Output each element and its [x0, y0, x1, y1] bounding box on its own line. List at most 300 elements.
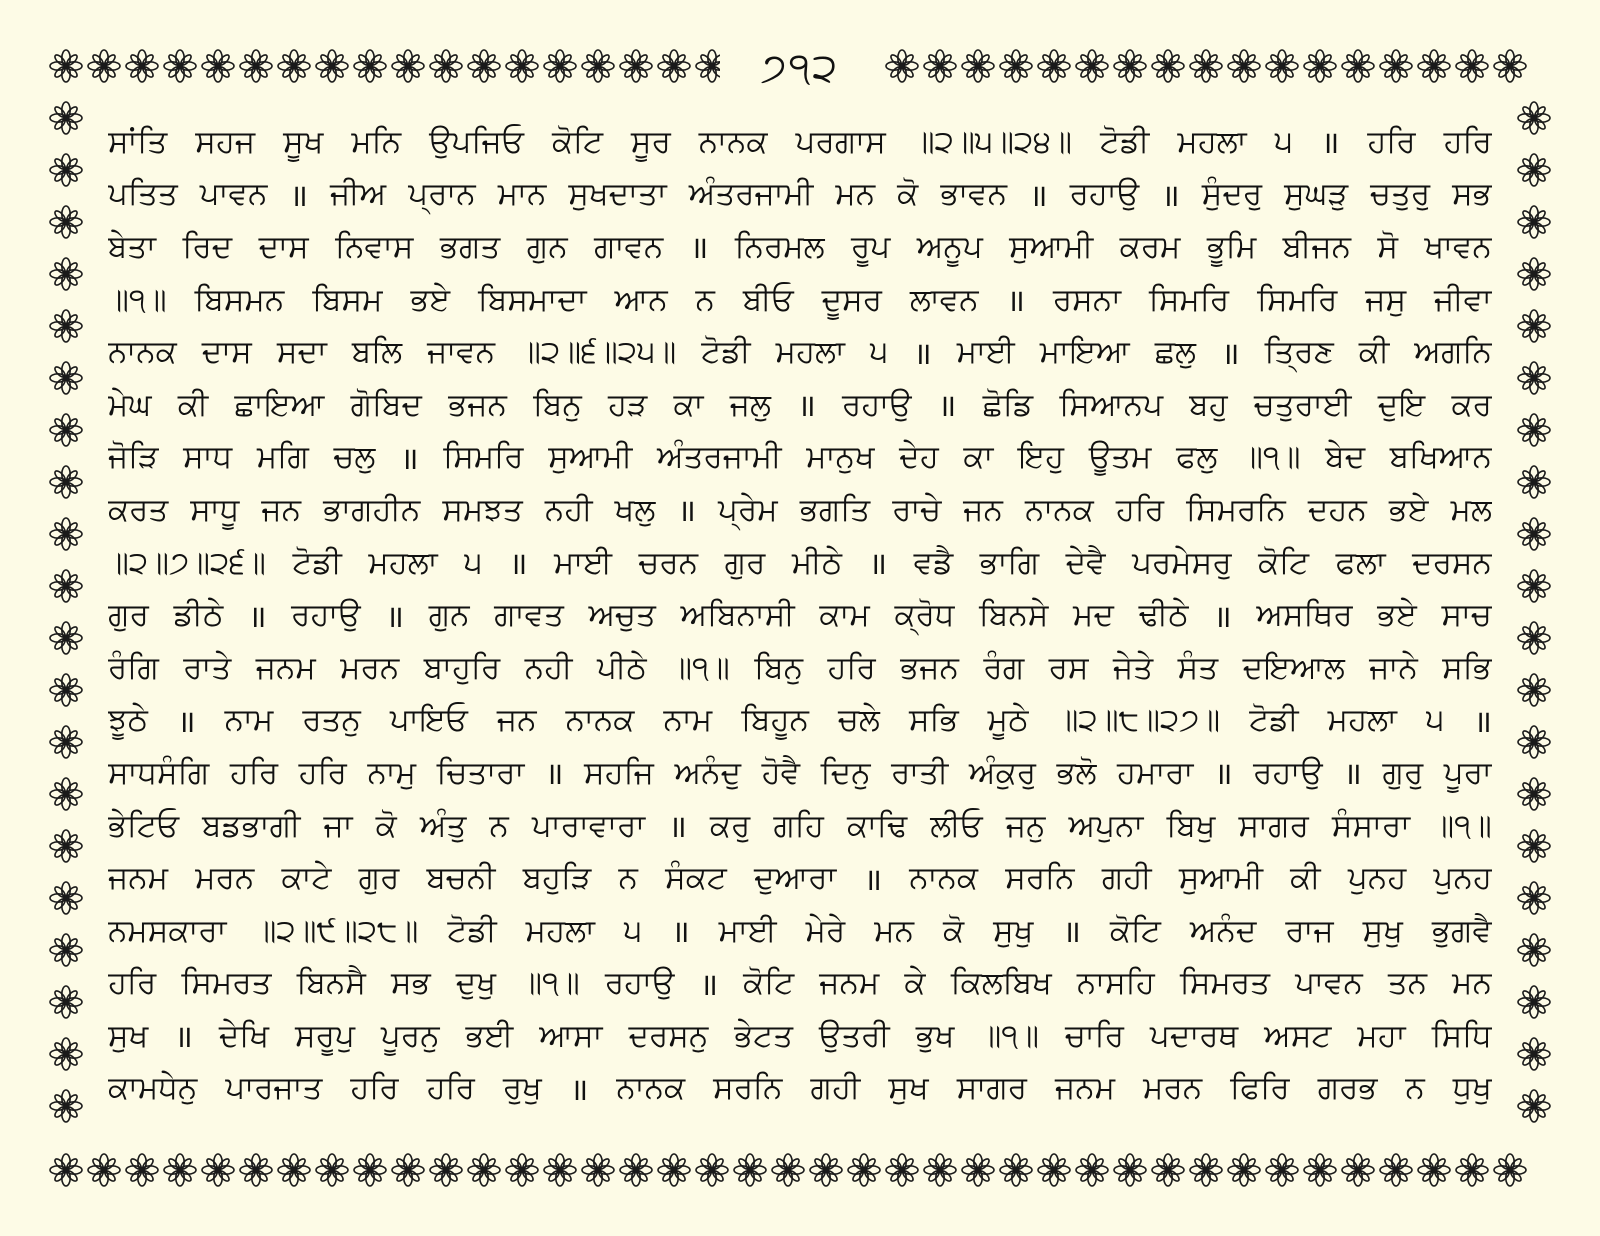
text-word: ਚਾਰਿ [1064, 1017, 1124, 1054]
text-word: ਚਲੁ [333, 439, 376, 476]
text-word: ਸਹਜ [195, 123, 256, 160]
text-word: ॥ [385, 598, 404, 635]
text-word: ਸਿਮਰਿ [1148, 281, 1230, 318]
text-word: ਹਰਿ [1443, 123, 1492, 160]
text-word: ॥ [1320, 125, 1340, 162]
flower-icon [1038, 1154, 1070, 1186]
text-word: ਨਾਨਕ [698, 123, 768, 160]
text-word: ॥ [400, 440, 419, 477]
text-word: ਸਦਾ [276, 334, 327, 371]
text-word: ਹਰਿ [350, 1070, 399, 1107]
text-word: ਢੀਠੇ [1138, 597, 1189, 634]
text-word: ਭਜਨ [900, 649, 959, 686]
text-word: ਹਮਾਰਾ [1117, 754, 1194, 791]
flower-icon [50, 778, 82, 810]
text-word: ਭਲੋ [1056, 754, 1097, 791]
text-word: ਅੰਤੁ [419, 807, 467, 844]
text-word: ਸਿਮਰਿ [443, 439, 524, 476]
flower-icon [810, 1154, 842, 1186]
text-word: ਮਹਲਾ [775, 334, 845, 371]
text-word: ਸੁਆਮੀ [548, 439, 633, 476]
text-word: ਮਰਨ [195, 860, 255, 897]
text-word: ਸਾਂਤਿ [108, 123, 168, 160]
text-word: ਪਰਮੇਸਰੁ [1132, 544, 1232, 581]
text-word: ਭੇਟਿਓ [108, 807, 180, 844]
flower-icon [1190, 1154, 1222, 1186]
text-word: ਵਡੈ [913, 544, 954, 581]
text-word: ਅੰਤਰਜਾਮੀ [656, 439, 782, 476]
text-word: ਬਹੁੜਿ [522, 860, 592, 897]
flower-icon [1518, 986, 1550, 1018]
text-word: ਜਾਨੇ [1369, 649, 1418, 686]
text-word: ਨਾਮੁ [367, 754, 417, 791]
flower-icon [1518, 206, 1550, 238]
flower-icon [392, 1154, 424, 1186]
flower-icon [1076, 50, 1108, 82]
text-word: ਟੋਡੀ [1100, 123, 1150, 160]
flower-icon [1190, 50, 1222, 82]
text-word: ੫ [1274, 123, 1293, 160]
text-word: ਦਰਸਨੁ [628, 1017, 709, 1054]
flower-icon [1304, 1154, 1336, 1186]
text-word: ਰੰਗਿ [108, 649, 159, 686]
text-word: ਚਲੇ [838, 702, 880, 739]
flower-icon [1000, 50, 1032, 82]
text-word: ॥ [689, 230, 709, 267]
text-word: ਮਰਨ [1143, 1070, 1203, 1107]
flower-icon [1418, 1154, 1450, 1186]
flower-icon [1518, 518, 1550, 550]
text-word: ਹਰਿ [229, 754, 279, 791]
text-word: ਰਾਤੀ [891, 754, 949, 791]
text-word: ਪਤਿਤ [108, 176, 178, 213]
text-word: ਕਰਮ [1119, 228, 1181, 265]
text-word: ਕੋਟਿ [1258, 544, 1310, 581]
text-word: ਹੋਵੈ [761, 754, 801, 791]
text-word: ਰਸਨਾ [1052, 281, 1122, 318]
text-word: ਲਾਵਨ [909, 281, 979, 318]
text-word: ॥ [937, 388, 957, 425]
text-word: ॥ [508, 546, 528, 583]
text-word: ਨਹੀ [524, 649, 573, 686]
text-word: ਮਨ [835, 176, 876, 213]
text-word: ਜਨਮ [819, 965, 880, 1002]
flower-icon [50, 466, 82, 498]
page-number: ੭੧੨ [720, 38, 880, 98]
text-word: ਬਿਨੁ [754, 649, 803, 686]
text-word: ਰਸ [1048, 649, 1089, 686]
flower-icon [316, 1154, 348, 1186]
text-line [108, 169, 1492, 222]
text-line [108, 695, 1492, 748]
text-word: ਸਰਨਿ [713, 1070, 783, 1107]
text-word: ਜੇਤੇ [1113, 649, 1154, 686]
text-word: ਸਭਿ [908, 702, 959, 739]
text-word: ਰਹਾਉ [291, 597, 361, 634]
text-word: ਜਨਮ [108, 860, 169, 897]
text-word: ਰਹਾਉ [1069, 176, 1140, 213]
text-word: ਸਿਮਰਨਿ [1186, 491, 1286, 528]
flower-icon [50, 934, 82, 966]
text-word: ਊਤਮ [1088, 439, 1152, 476]
flower-icon [50, 50, 82, 82]
text-line [108, 537, 1492, 590]
text-word: ਜੋੜਿ [108, 439, 159, 476]
flower-icon [1000, 1154, 1032, 1186]
text-word: ਮਨ [1452, 965, 1492, 1002]
flower-icon [1114, 1154, 1146, 1186]
flower-icon [620, 1154, 652, 1186]
flower-icon [1456, 1154, 1488, 1186]
flower-icon [278, 50, 310, 82]
text-word: ਰਹਾਉ [842, 386, 912, 423]
flower-icon [1494, 50, 1526, 82]
text-word: ੫ [464, 544, 483, 581]
text-word: ਸੁਖ [888, 1070, 929, 1107]
text-word: ਹਰਿ [426, 1070, 475, 1107]
text-word: ਸੁਖੁ [993, 912, 1034, 949]
text-word: ਹਰਿ [1115, 491, 1165, 528]
flower-icon [50, 1038, 82, 1070]
text-word: ਗੁਨ [526, 228, 568, 265]
text-word: ਸੁਆਮੀ [1178, 860, 1263, 897]
text-word: ਗੁਰੁ [1382, 754, 1424, 791]
text-word: ਸਾਧਸੰਗਿ [108, 754, 210, 791]
text-word: ਦਾਸ [258, 228, 309, 265]
text-word: ਉਤਰੀ [818, 1017, 890, 1054]
flower-icon [1152, 50, 1184, 82]
text-word: ਲੀਓ [930, 807, 983, 844]
flower-icon [1228, 1154, 1260, 1186]
text-word: ਮੂਠੇ [987, 702, 1029, 739]
flower-icon [544, 50, 576, 82]
text-word: ਖਲੁ [614, 491, 656, 528]
flower-icon [924, 1154, 956, 1186]
flower-icon [50, 882, 82, 914]
text-word: ਪਾਇਓ [389, 702, 468, 739]
text-word: ਪਦਾਰਥ [1149, 1017, 1239, 1054]
text-word: ॥ [668, 809, 687, 846]
text-word: ॥੧॥ [980, 1017, 1039, 1054]
text-word: ਕਾਢਿ [846, 807, 908, 844]
text-word: ॥ [699, 966, 719, 1003]
text-word: ਸਿਮਰਤ [181, 965, 272, 1002]
text-word: ਆਸਾ [539, 1017, 603, 1054]
text-word: ਕੋਟਿ [551, 123, 603, 160]
text-word: ਜਲੁ [729, 386, 771, 423]
text-word: ਸਹਜਿ [584, 754, 654, 791]
flower-icon [772, 1154, 804, 1186]
text-word: ਪਾਰਜਾਤ [225, 1070, 323, 1107]
flower-icon [1518, 622, 1550, 654]
text-word: ਸਾਧ [183, 439, 233, 476]
text-word: ਮਹਲਾ [1177, 123, 1247, 160]
flower-icon [1518, 362, 1550, 394]
text-word: ਭਾਗਿ [979, 544, 1040, 581]
text-word: ਦਿਨੁ [820, 754, 871, 791]
text-word: ਬੀਓ [742, 281, 794, 318]
text-word: ॥ [1161, 177, 1180, 214]
text-word: ॥ [1006, 283, 1025, 320]
text-word: ਦਰਸਨ [1412, 544, 1492, 581]
text-word: ਬਿਸਮਾਦਾ [478, 281, 587, 318]
flower-icon [1518, 102, 1550, 134]
text-word: ਬਿਖੁ [1166, 807, 1216, 844]
text-word: ਪੀਠੇ [596, 649, 647, 686]
text-word: ਗਹੀ [810, 1070, 861, 1107]
flower-icon [50, 570, 82, 602]
flower-icon [430, 1154, 462, 1186]
text-word: ॥੨॥੮॥੨੭॥ [1057, 702, 1221, 739]
text-word: ਦੇਖਿ [218, 1017, 270, 1054]
text-word: ਭਏ [1388, 491, 1429, 528]
text-word: ਨਾਨਕ [909, 860, 979, 897]
text-line [108, 589, 1492, 642]
text-line [108, 1063, 1492, 1116]
text-word: ਚਤੁਰੁ [1370, 176, 1431, 213]
text-word: ਪ੍ਰਾਨ [408, 176, 476, 213]
flower-icon [582, 1154, 614, 1186]
text-word: ਭਾਗਹੀਨ [323, 491, 421, 528]
text-word: ਡੀਠੇ [173, 597, 224, 634]
flower-icon [316, 50, 348, 82]
text-word: ਹੜ [608, 386, 648, 423]
flower-icon [202, 1154, 234, 1186]
flower-icon [1518, 570, 1550, 602]
text-word: ਮਨਿ [351, 123, 402, 160]
text-word: ਕੀ [1358, 334, 1390, 371]
text-word: ਦਇਆਲ [1242, 649, 1345, 686]
text-word: ਗਹੀ [1101, 860, 1152, 897]
text-word: ਅਸਥਿਰ [1256, 597, 1353, 634]
text-word: ਕੋ [375, 807, 397, 844]
text-word: ਸੁਖਦਾਤਾ [568, 176, 667, 213]
text-word: ਭੁਖ [915, 1017, 955, 1054]
flower-icon [544, 1154, 576, 1186]
text-word: ਅੰਕੁਰੁ [968, 754, 1036, 791]
text-word: ਗਾਵਤ [494, 597, 564, 634]
text-line [108, 274, 1492, 327]
text-word: ਬਾਹੁਰਿ [423, 649, 501, 686]
text-word: ਹਰਿ [298, 754, 347, 791]
text-word: ਸਿਮਰਤ [1179, 965, 1270, 1002]
flower-icon [1076, 1154, 1108, 1186]
text-word: ਸਭ [391, 965, 431, 1002]
flower-icon [1456, 50, 1488, 82]
text-word: ਛੋਡਿ [982, 386, 1034, 423]
text-word: ਟੋਡੀ [701, 334, 751, 371]
flower-icon [1518, 830, 1550, 862]
flower-icon [582, 50, 614, 82]
text-word: ॥ [677, 493, 696, 530]
text-word: ਭਗਤਿ [799, 491, 871, 528]
text-word: ਗਰਭ [1317, 1070, 1378, 1107]
text-word: ਭੁਗਵੈ [1431, 912, 1492, 949]
text-word: ਮਗਿ [256, 439, 309, 476]
text-word: ਸਾਧੂ [190, 491, 240, 528]
text-word: ਸੁਆਮੀ [1009, 228, 1094, 265]
flower-icon [1038, 50, 1070, 82]
text-word: ਪੁਨਹ [1433, 860, 1492, 897]
text-word: ਨਾਨਕ [565, 702, 635, 739]
flower-icon [50, 986, 82, 1018]
text-word: ਜਨ [261, 491, 302, 528]
text-word: ਬੇਦ [1325, 439, 1366, 476]
text-word: ਬਹੁ [1189, 386, 1228, 423]
flower-icon [354, 50, 386, 82]
text-word: ਨਾਨਕ [108, 334, 177, 371]
text-word: ਬਿਨਸੇ [979, 597, 1049, 634]
text-word: ॥ [1220, 335, 1240, 372]
flower-icon [202, 50, 234, 82]
text-word: ਜਨਮ [1055, 1070, 1116, 1107]
text-word: ਕਿਲਬਿਖ [950, 965, 1052, 1002]
text-word: ਰਾਤੇ [183, 649, 232, 686]
flower-icon [50, 518, 82, 550]
text-word: ਰਤਨੁ [302, 702, 361, 739]
text-word: ਸਰਨਿ [1005, 860, 1075, 897]
text-word: ਸੂਰ [630, 123, 671, 160]
text-word: ॥ [913, 335, 932, 372]
text-word: ਦਹਨ [1307, 491, 1367, 528]
text-word: ਜਨੁ [1005, 807, 1046, 844]
text-word: ਮੀਠੇ [791, 544, 842, 581]
flower-icon [1228, 50, 1260, 82]
text-word: ਕਾਮ [819, 597, 870, 634]
flower-icon [50, 622, 82, 654]
text-line [108, 326, 1492, 379]
text-word: ਗੁਨ [428, 597, 470, 634]
text-word: ॥ [247, 598, 267, 635]
text-word: ॥ [1028, 177, 1048, 214]
flower-icon [88, 50, 120, 82]
text-word: ਸਾਗਰ [1238, 807, 1309, 844]
text-word: ਫਿਰਿ [1230, 1070, 1290, 1107]
flower-icon [924, 50, 956, 82]
text-word: ਨ [695, 281, 715, 318]
flower-icon [1518, 674, 1550, 706]
text-word: ਦੁਆਰਾ [753, 860, 837, 897]
text-word: ॥ [176, 703, 196, 740]
text-word: ਮਨ [874, 912, 914, 949]
text-word: ੫ [869, 334, 889, 371]
text-word: ਚਿਤਾਰਾ [436, 754, 525, 791]
flower-icon [962, 1154, 994, 1186]
text-word: ਮਦ [1073, 597, 1114, 634]
flower-icon [1518, 1090, 1550, 1122]
text-word: ਸਭ [1452, 176, 1492, 213]
flower-icon [658, 50, 690, 82]
text-word: ਨ [618, 860, 638, 897]
flower-icon [50, 1154, 82, 1186]
text-word: ਸੁੰਦਰੁ [1201, 176, 1263, 213]
text-word: ਸੰਕਟ [665, 860, 727, 897]
text-word: ਬਿਨਸੈ [296, 965, 366, 1002]
flower-icon [50, 362, 82, 394]
text-word: ਦੂਸਰ [821, 281, 882, 318]
text-word: ਨਾਸਹਿ [1076, 965, 1155, 1002]
text-word: ਸਾਚ [1441, 597, 1492, 634]
text-word: ਪ੍ਰੇਮ [718, 491, 778, 528]
text-word: ਮਲ [1450, 491, 1492, 528]
flower-icon [1304, 50, 1336, 82]
text-word: ॥ [174, 1019, 193, 1056]
text-word: ਨ [489, 807, 509, 844]
text-word: ੫ [623, 912, 643, 949]
text-line [108, 852, 1492, 905]
text-word: ਨਿਰਮਲ [734, 228, 825, 265]
flower-icon [468, 50, 500, 82]
flower-icon [50, 726, 82, 758]
text-word: ਭਈ [465, 1017, 514, 1054]
text-word: ਅੰਤਰਜਾਮੀ [688, 176, 814, 213]
text-word: ਮਹਲਾ [1327, 702, 1397, 739]
text-line [108, 1010, 1492, 1063]
text-word: ਰੁਖੁ [502, 1070, 542, 1107]
text-word: ਪੂਰਾ [1443, 754, 1492, 791]
text-word: ਕੋ [897, 176, 919, 213]
text-line [108, 905, 1492, 958]
text-word: ਟੋਡੀ [1249, 702, 1299, 739]
flower-icon [886, 1154, 918, 1186]
flower-icon [468, 1154, 500, 1186]
text-word: ਰਿਦ [182, 228, 233, 265]
text-line [108, 116, 1492, 169]
text-word: ਬਚਨੀ [426, 860, 496, 897]
text-word: ਮਹਾ [1357, 1017, 1406, 1054]
text-word: ਬਿਨੁ [533, 386, 582, 423]
text-word: ਮਾਨੁਖ [806, 439, 875, 476]
text-word: ਕ੍ਰੋਧ [894, 597, 955, 634]
flower-icon [88, 1154, 120, 1186]
text-word: ਕੋਟਿ [1109, 912, 1161, 949]
text-word: ਸੰਤ [1177, 649, 1219, 686]
text-line [108, 747, 1492, 800]
flower-icon [50, 102, 82, 134]
text-word: ਫਲਾ [1335, 544, 1386, 581]
text-line [108, 221, 1492, 274]
text-word: ਸੁਖ [108, 1017, 149, 1054]
text-word: ਪੂਰਨੁ [380, 1017, 440, 1054]
text-word: ਅਚੁਤ [588, 597, 656, 634]
text-word: ਸਿਧਿ [1431, 1017, 1492, 1054]
flower-icon [50, 258, 82, 290]
text-word: ॥ [1473, 703, 1492, 740]
text-word: ਤਨ [1387, 965, 1428, 1002]
text-word: ਝੂਠੇ [108, 702, 148, 739]
text-word: ਤ੍ਰਿਣ [1264, 334, 1334, 371]
text-word: ॥ [544, 756, 564, 793]
text-word: ਫਲੁ [1176, 439, 1218, 476]
text-word: ॥੧॥ [521, 965, 580, 1002]
text-word: ॥੧॥ [1433, 807, 1492, 844]
text-word: ॥੧॥ [1241, 439, 1301, 476]
flower-icon [620, 50, 652, 82]
flower-icon [962, 50, 994, 82]
flower-icon [1380, 1154, 1412, 1186]
text-word: ਅਨੂਪ [916, 228, 983, 265]
text-word: ਕੋ [942, 912, 965, 949]
text-word: ਕੇ [904, 965, 926, 1002]
flower-icon [506, 50, 538, 82]
text-word: ਬਖਿਆਨ [1389, 439, 1492, 476]
text-word: ਮੇਘ [108, 386, 152, 423]
text-word: ਸੰਸਾਰਾ [1331, 807, 1411, 844]
text-word: ਕਾ [673, 386, 704, 423]
text-word: ਕਰੁ [709, 807, 751, 844]
text-word: ਨਾਮ [663, 702, 713, 739]
text-word: ਦੁਖੁ [455, 965, 496, 1002]
